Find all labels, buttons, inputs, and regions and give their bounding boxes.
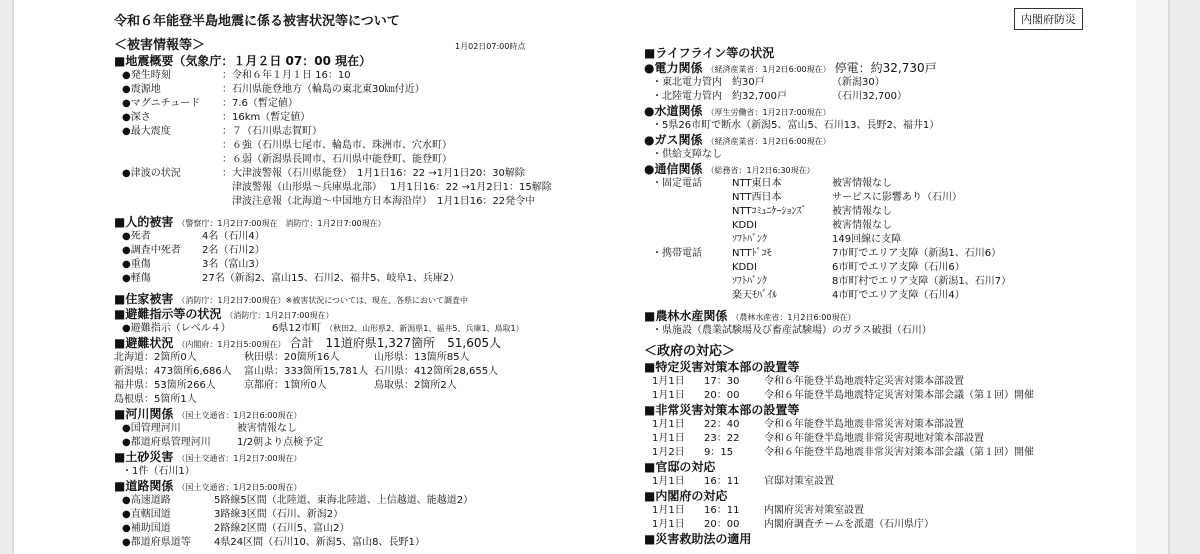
comm-row-carrier: KDDI — [732, 220, 757, 231]
comm-row-type — [652, 233, 732, 247]
left-column — [114, 38, 614, 550]
comm-row-type — [652, 261, 732, 275]
gov-row-date: 1月1日 — [652, 476, 685, 487]
quake-row — [114, 69, 614, 83]
quake-row-value: ：６弱（新潟県長岡市、石川県中能登町、能登町） — [222, 154, 452, 165]
comm-row-status: 被害情報なし — [832, 178, 892, 189]
gov-row-date: 1月1日 — [652, 419, 685, 430]
right-column — [644, 46, 1144, 547]
power-row — [644, 76, 1144, 90]
casualty-row — [114, 244, 614, 258]
sediment-list — [114, 465, 614, 479]
power-row-value: 約30戸 — [732, 77, 765, 88]
comm-row-carrier: NTTﾄﾞｺﾓ — [732, 248, 772, 259]
road-row — [114, 536, 614, 550]
evacuation-order-row: ●避難指示（レベル４） 6県12市町 （秋田2、山形県2、新潟県1、福井5、兵庫1、鳥取1） — [122, 323, 524, 334]
comm-row — [644, 261, 1144, 275]
comm-row-carrier: NTT東日本 — [732, 178, 782, 189]
quake-row-value: ：石川県能登地方（輪島の東北東30㎞付近） — [222, 84, 425, 95]
road-row-value: 2路線2区間（石川5、富山2） — [214, 523, 350, 534]
casualty-row — [114, 272, 614, 286]
agency-badge: 内閣府防災 — [1014, 8, 1083, 30]
gov-timeline-row — [644, 518, 1144, 532]
gov-row-date: 1月1日 — [652, 433, 685, 444]
lifeline-heading: ■ライフライン等の状況 — [644, 46, 775, 60]
comm-row-type — [652, 191, 732, 205]
casualty-row-value: 27名（新潟2、富山15、石川2、福井5、岐阜1、兵庫2） — [202, 273, 460, 284]
comm-row-status: サービスに影響あり（石川） — [832, 192, 962, 203]
power-list — [644, 76, 1144, 104]
agri-heading: ■農林水産関係 （農林水産省：1月2日6:00現在） — [644, 309, 856, 323]
road-row — [114, 508, 614, 522]
casualty-row-value: 2名（石川2） — [202, 245, 265, 256]
comm-row — [644, 191, 1144, 205]
gov-response-list — [644, 360, 1144, 532]
comm-row-status: 被害情報なし — [832, 206, 892, 217]
quake-row-key: ●最大震度 — [122, 126, 171, 137]
comm-row-type: ・携帯電話 — [652, 248, 702, 259]
comm-table — [644, 177, 1144, 303]
comm-row — [644, 233, 1144, 247]
evacuation-status-table — [114, 351, 614, 407]
evacuation-status-cell: 富山県：333箇所15,781人 — [244, 366, 369, 377]
comm-row-status: 7市町でエリア支障（新潟1、石川6） — [832, 248, 1002, 259]
evacuation-status-row — [114, 379, 614, 393]
sediment-row-key: ・1件（石川1） — [122, 466, 195, 477]
casualty-row — [114, 258, 614, 272]
quake-row-value: 津波注意報（北海道～中国地方日本海沿岸） 1月1日16：22発令中 — [222, 196, 536, 207]
quake-row-key: ●震源地 — [122, 84, 161, 95]
gov-row-time: 23：22 — [704, 433, 740, 444]
evacuation-status-cell: 京都府：1箇所0人 — [244, 380, 327, 391]
evacuation-status-cell: 石川県：412箇所28,655人 — [374, 366, 499, 377]
gov-timeline-row — [644, 475, 1144, 489]
gov-row-time: 17：30 — [704, 376, 740, 387]
quake-row — [114, 111, 614, 125]
quake-row-key: ●津波の状況 — [122, 168, 181, 179]
gov-row-event: 内閣府調査チームを派遣（石川県庁） — [764, 519, 934, 530]
evacuation-status-cell: 秋田県：20箇所16人 — [244, 352, 340, 363]
casualty-row-key: ●軽傷 — [122, 273, 151, 284]
river-heading: ■河川関係 （国土交通省：1月2日6:00現在） — [114, 407, 302, 421]
gov-row-event: 令和６年能登半島地震非常災害対策本部設置 — [764, 419, 964, 430]
casualty-row-key: ●調査中死者 — [122, 245, 181, 256]
gov-row-date: 1月1日 — [652, 505, 685, 516]
gov-row-date: 1月1日 — [652, 376, 685, 387]
casualty-row-key: ●死者 — [122, 231, 151, 242]
comm-row-carrier: ｿﾌﾄﾊﾞﾝｸ — [732, 276, 767, 287]
gov-section-heading: ■官邸の対応 — [644, 460, 716, 474]
evacuation-status-cell: 島根県：5箇所1人 — [114, 394, 197, 405]
comm-row-type — [652, 205, 732, 219]
comm-row-carrier: KDDI — [732, 262, 757, 273]
comm-row-carrier: ｿﾌﾄﾊﾞﾝｸ — [732, 234, 767, 245]
road-row-key: ●直轄国道 — [122, 509, 171, 520]
quake-row — [114, 83, 614, 97]
gov-row-event: 令和６年能登半島地震特定災害対策本部設置 — [764, 376, 964, 387]
comm-row-carrier: NTT西日本 — [732, 192, 782, 203]
evacuation-status-row — [114, 351, 614, 365]
power-row-detail: （石川32,700） — [832, 91, 907, 102]
gov-row-event: 令和６年能登半島地震非常災害現地対策本部設置 — [764, 433, 984, 444]
gas-heading: ●ガス関係 （経済産業省：1月2日6:00現在） — [644, 133, 831, 147]
damage-section-header: ＜被害情報等＞ 1月02日07:00時点 — [114, 38, 526, 53]
quake-row-key: ●深さ — [122, 112, 151, 123]
disaster-relief-act-heading: ■災害救助法の適用 — [644, 532, 752, 546]
river-list — [114, 422, 614, 450]
comm-row-type — [652, 289, 732, 303]
comm-row-type: ・固定電話 — [652, 178, 702, 189]
gov-row-event: 内閣府災害対策室設置 — [764, 505, 864, 516]
evacuation-status-cell: 山形県：13箇所85人 — [374, 352, 470, 363]
quake-row-key: ●発生時刻 — [122, 70, 171, 81]
evacuation-status-cell: 北海道：2箇所0人 — [114, 352, 197, 363]
quake-row — [114, 125, 614, 139]
quake-row — [114, 97, 614, 111]
casualty-row-key: ●重傷 — [122, 259, 151, 270]
road-row — [114, 494, 614, 508]
road-row-key: ●補助国道 — [122, 523, 171, 534]
sediment-heading: ■土砂災害 （国土交通省：1月2日7:00現在） — [114, 450, 302, 464]
gov-row-event: 令和６年能登半島地震非常災害対策本部会議（第１回）開催 — [764, 447, 1034, 458]
comm-row-status: 8市町村でエリア支障（新潟1、石川7） — [832, 276, 1012, 287]
road-row — [114, 522, 614, 536]
power-row — [644, 90, 1144, 104]
quake-row — [114, 167, 614, 181]
gov-row-date: 1月1日 — [652, 519, 685, 530]
gov-timeline-row — [644, 418, 1144, 432]
gov-row-time: 20：00 — [704, 519, 740, 530]
comm-row-status: 6市町でエリア支障（石川6） — [832, 262, 965, 273]
casualty-row-value: 3名（富山3） — [202, 259, 265, 270]
evacuation-status-heading: ■避難状況 （内閣府：1月2日5:00現在） 合計 11道府県1,327箇所 51,605人 — [114, 336, 502, 350]
comm-row-status: 4市町でエリア支障（石川4） — [832, 290, 965, 301]
river-row-key: ●国管理河川 — [122, 423, 181, 434]
river-row — [114, 422, 614, 436]
river-row — [114, 436, 614, 450]
power-row-area: ・東北電力管内 — [652, 77, 722, 88]
power-heading: ●電力関係 （経済産業省：1月2日6:00現在） 停電：約32,730戸 — [644, 61, 937, 75]
river-row-value: 1/2朝より点検予定 — [237, 437, 324, 448]
gov-row-event: 令和６年能登半島地震特定災害対策本部会議（第１回）開催 — [764, 390, 1034, 401]
quake-row — [114, 153, 614, 167]
casualties-heading: ■人的被害 （警察庁：1月2日7:00現在 消防庁：1月2日7:00現在） — [114, 215, 386, 229]
quake-row — [114, 195, 614, 209]
gov-timeline-row — [644, 504, 1144, 518]
quake-row-value: ：令和６年１月１日 16：10 — [222, 70, 351, 81]
road-row-value: 4県24区間（石川10、新潟5、富山8、長野1） — [214, 537, 425, 548]
agri-row: ・県施設（農業試験場及び畜産試験場）のガラス破損（石川） — [652, 325, 932, 336]
evacuation-order-heading: ■避難指示等の状況 （消防庁：1月2日7:00現在） — [114, 307, 334, 321]
river-row-key: ●都道府県管理河川 — [122, 437, 211, 448]
quake-row — [114, 139, 614, 153]
comm-row-type — [652, 275, 732, 289]
water-heading: ●水道関係 （厚生労働省：1月2日7:00現在） — [644, 104, 831, 118]
document-page — [14, 0, 1168, 554]
evacuation-status-row — [114, 365, 614, 379]
comm-row — [644, 275, 1144, 289]
gov-timeline-row — [644, 446, 1144, 460]
power-row-area: ・北陸電力管内 — [652, 91, 722, 102]
road-heading: ■道路関係 （国土交通省：1月2日5:00現在） — [114, 479, 302, 493]
sediment-row — [114, 465, 614, 479]
gov-row-time: 9：15 — [704, 447, 734, 458]
comm-row-carrier: NTTｺﾐｭﾆｹｰｼｮﾝｽﾞ — [732, 206, 807, 217]
quake-row-value: 津波警報（山形県～兵庫県北部） 1月1日16：22 →1月2日1：15解除 — [222, 182, 552, 193]
quake-row-value: ：７（石川県志賀町） — [222, 126, 322, 137]
gas-row: ・供給支障なし — [652, 149, 722, 160]
gov-section-heading: ■特定災害対策本部の設置等 — [644, 360, 800, 374]
casualty-row-value: 4名（石川4） — [202, 231, 265, 242]
road-row-key: ●高速道路 — [122, 495, 171, 506]
road-row-value: 5路線5区間（北陸道、東海北陸道、上信越道、能越道2） — [214, 495, 474, 506]
gov-row-time: 16：11 — [704, 505, 740, 516]
gov-row-time: 20：00 — [704, 390, 740, 401]
quake-overview-heading: ■地震概要（気象庁：１月２日 07：00 現在） — [114, 54, 372, 68]
gov-timeline-row — [644, 389, 1144, 403]
gov-row-time: 16：11 — [704, 476, 740, 487]
quake-row-value: ：7.6（暫定値） — [222, 98, 298, 109]
gov-section-heading: ■内閣府の対応 — [644, 489, 728, 503]
gov-timeline-row — [644, 432, 1144, 446]
quake-row-value: ：16km（暫定値） — [222, 112, 311, 123]
quake-row — [114, 181, 614, 195]
gov-row-event: 官邸対策室設置 — [764, 476, 834, 487]
document-title: 令和６年能登半島地震に係る被害状況等について — [114, 14, 400, 29]
casualty-row — [114, 230, 614, 244]
evacuation-status-row — [114, 393, 614, 407]
evacuation-status-cell: 福井県：53箇所266人 — [114, 380, 216, 391]
power-row-value: 約32,700戸 — [732, 91, 787, 102]
comm-row-status: 149回線に支障 — [832, 234, 902, 245]
gov-row-date: 1月2日 — [652, 447, 685, 458]
quake-row-key — [122, 153, 222, 167]
quake-row-key — [122, 181, 222, 195]
comm-row-type — [652, 219, 732, 233]
comm-row — [644, 289, 1144, 303]
quake-row-key: ●マグニチュード — [122, 98, 201, 109]
power-row-detail: （新潟30） — [832, 77, 885, 88]
road-row-value: 3路線3区間（石川、新潟2） — [214, 509, 344, 520]
gov-row-date: 1月1日 — [652, 390, 685, 401]
report-timestamp: 1月02日07:00時点 — [455, 42, 526, 51]
water-row: ・5県26市町で断水（新潟5、富山5、石川13、長野2、福井1） — [652, 120, 940, 131]
evacuation-status-cell — [244, 393, 374, 407]
comm-heading: ●通信関係 （総務省：1月2日6:30現在） — [644, 162, 815, 176]
casualties-list — [114, 230, 614, 286]
gov-timeline-row — [644, 375, 1144, 389]
river-row-value: 被害情報なし — [237, 423, 297, 434]
evacuation-status-cell: 鳥取県：2箇所2人 — [374, 380, 457, 391]
comm-row — [644, 247, 1144, 261]
quake-overview-list — [114, 69, 614, 209]
quake-row-value: ：６強（石川県七尾市、輪島市、珠洲市、穴水町） — [222, 140, 452, 151]
quake-row-value: ：大津波警報（石川県能登） 1月1日16：22 →1月1日20：30解除 — [222, 168, 525, 179]
quake-row-key — [122, 139, 222, 153]
comm-row — [644, 177, 1144, 191]
road-list — [114, 494, 614, 550]
gov-section-heading: ■非常災害対策本部の設置等 — [644, 403, 800, 417]
comm-row — [644, 219, 1144, 233]
gov-response-header: ＜政府の対応＞ — [644, 344, 736, 359]
quake-row-key — [122, 195, 222, 209]
road-row-key: ●都道府県道等 — [122, 537, 191, 548]
gov-row-time: 22：40 — [704, 419, 740, 430]
evacuation-status-cell: 新潟県：473箇所6,686人 — [114, 366, 232, 377]
housing-damage-heading: ■住家被害 （消防庁：1月2日7:00現在）※被害状況については、現在、各県において調査中 — [114, 292, 469, 306]
comm-row — [644, 205, 1144, 219]
comm-row-carrier: 楽天ﾓﾊﾞｲﾙ — [732, 290, 777, 301]
comm-row-status: 被害情報なし — [832, 220, 892, 231]
